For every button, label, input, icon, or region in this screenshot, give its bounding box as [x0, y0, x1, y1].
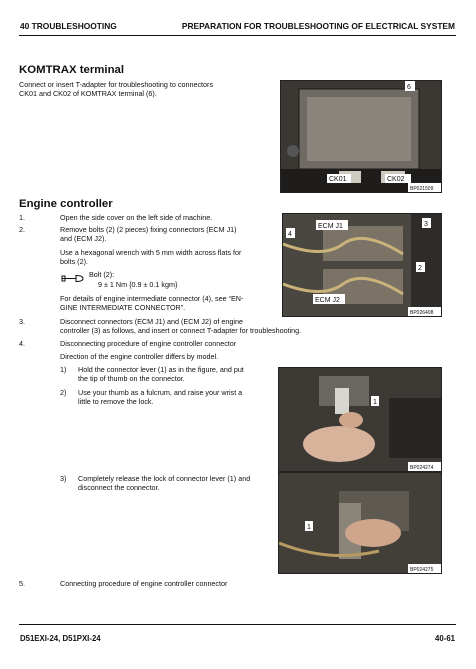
label-6: 6 [407, 84, 411, 91]
lever-photo-1 [278, 367, 442, 472]
sub-2-num: 2) [60, 388, 67, 397]
ecm-photo-code: BP026408 [410, 310, 434, 316]
page-number: 40-61 [435, 634, 455, 643]
sub-1-line-1: Hold the connector lever (1) as in the figure, and put [78, 365, 244, 374]
komtrax-line-2: CK01 and CK02 of KOMTRAX terminal (6). [19, 89, 157, 98]
step-2-line-2: and (ECM J2). [60, 234, 107, 243]
hex-line-2: bolts (2). [60, 257, 88, 266]
step-2-num: 2. [19, 225, 25, 234]
sub-3-line-2: disconnect the connector. [78, 483, 160, 492]
sub-3-num: 3) [60, 474, 67, 483]
komtrax-line-1: Connect or insert T-adapter for troubleshooting to connectors [19, 80, 214, 89]
bolt-label: Bolt (2): [89, 270, 115, 279]
step-5-num: 5. [19, 579, 25, 588]
sub-1-line-2: the tip of thumb on the connector. [78, 374, 185, 383]
page-footer [19, 624, 456, 647]
label-3: 3 [424, 221, 428, 228]
step-4-intro: Direction of the engine controller differs by model. [60, 352, 219, 361]
lever2-photo-code: BP024275 [410, 567, 434, 573]
label-ck02: CK02 [387, 176, 405, 183]
label-4: 4 [288, 231, 292, 238]
step-1-text: Open the side cover on the left side of machine. [60, 213, 213, 222]
label-ck01: CK01 [329, 176, 347, 183]
hex-line-1: Use a hexagonal wrench with 5 mm width across flats for [60, 248, 242, 257]
step-1-num: 1. [19, 213, 25, 222]
sub-2-line-2: little to remove the lock. [78, 397, 154, 406]
komtrax-heading: KOMTRAX terminal [19, 64, 125, 76]
sub-3-line-1: Completely release the lock of connector lever (1) and [78, 474, 251, 483]
header-section: 40 TROUBLESHOOTING [20, 21, 117, 31]
detail-line-2: GINE INTERMEDIATE CONNECTOR”. [60, 303, 186, 312]
engine-heading: Engine controller [19, 198, 113, 210]
detail-line-1: For details of engine intermediate connector (4), see “EN- [60, 294, 244, 303]
sub-1-num: 1) [60, 365, 67, 374]
wrench-icon [61, 270, 85, 279]
label-2: 2 [418, 265, 422, 272]
step-3-line-2: controller (3) as follows, and insert or connect T-adapter for troubleshooting. [60, 326, 302, 335]
label-ecm-j1: ECM J1 [318, 223, 343, 230]
step-3-line-1: Disconnect connectors (ECM J1) and (ECM J2) of engine [60, 317, 243, 326]
step-5-text: Connecting procedure of engine controller connector [60, 579, 228, 588]
komtrax-photo [280, 80, 442, 193]
step-4-num: 4. [19, 339, 25, 348]
lever1-label-1: 1 [373, 399, 377, 406]
page-header [19, 17, 456, 36]
photo-code: BP021509 [410, 186, 434, 192]
header-title: PREPARATION FOR TROUBLESHOOTING OF ELECTRICAL SYSTEM [181, 21, 455, 31]
step-4-text: Disconnecting procedure of engine controller connector [60, 339, 237, 348]
lever1-photo-code: BP024274 [410, 465, 434, 471]
step-3-num: 3. [19, 317, 25, 326]
lever2-label-1: 1 [307, 524, 311, 531]
label-ecm-j2: ECM J2 [315, 297, 340, 304]
step-2-line-1: Remove bolts (2) (2 pieces) fixing connectors (ECM J1) [60, 225, 237, 234]
lever-photo-2 [278, 472, 442, 574]
footer-model: D51EXI-24, D51PXI-24 [20, 634, 101, 643]
ecm-photo [282, 213, 442, 317]
sub-2-line-1: Use your thumb as a fulcrum, and raise your wrist a [78, 388, 243, 397]
torque-value: 9 ± 1 Nm {0.9 ± 0.1 kgm} [98, 280, 178, 289]
